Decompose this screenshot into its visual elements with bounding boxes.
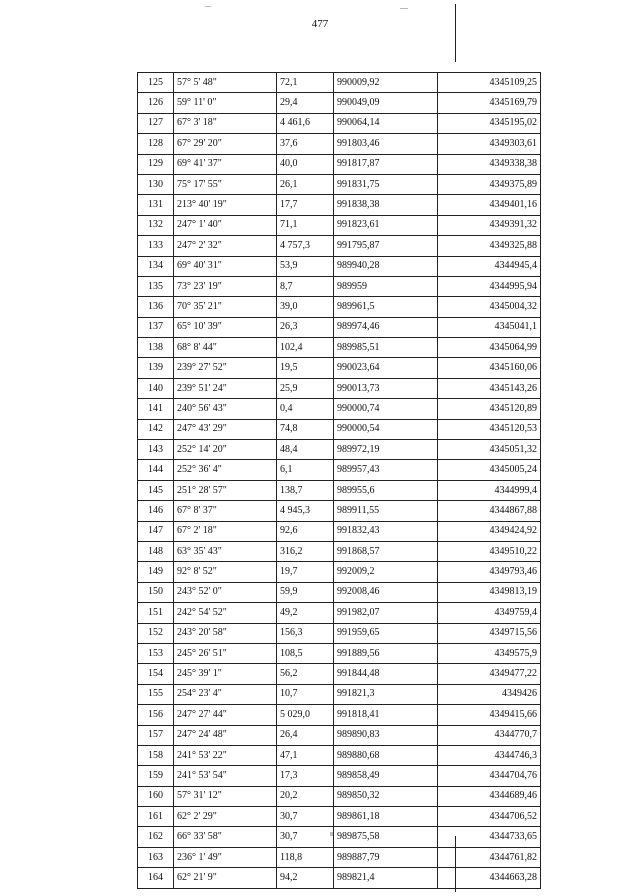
distance-cell: 10,7: [277, 684, 334, 704]
x-coordinate-cell: 991831,75: [334, 174, 438, 194]
y-coordinate-cell: 4349510,22: [438, 541, 541, 561]
distance-cell: 30,7: [277, 827, 334, 847]
y-coordinate-cell: 4345064,99: [438, 338, 541, 358]
table-row: [138, 113, 541, 133]
point-number-cell: 147: [138, 521, 174, 541]
distance-cell: 26,1: [277, 174, 334, 194]
point-number-cell: 155: [138, 684, 174, 704]
scan-speck: [205, 6, 211, 7]
table-row: [138, 745, 541, 765]
bearing-cell: 66° 33' 58": [174, 827, 277, 847]
distance-cell: 40,0: [277, 154, 334, 174]
distance-cell: 6,1: [277, 460, 334, 480]
table-row: [138, 807, 541, 827]
distance-cell: 48,4: [277, 440, 334, 460]
bearing-cell: 213° 40' 19": [174, 195, 277, 215]
distance-cell: 17,7: [277, 195, 334, 215]
x-coordinate-cell: 990009,92: [334, 73, 438, 93]
y-coordinate-cell: 4345120,53: [438, 419, 541, 439]
y-coordinate-cell: 4349338,38: [438, 154, 541, 174]
x-coordinate-cell: 989880,68: [334, 745, 438, 765]
x-coordinate-cell: 990023,64: [334, 358, 438, 378]
table-row: [138, 174, 541, 194]
x-coordinate-cell: 991982,07: [334, 603, 438, 623]
y-coordinate-cell: 4344770,7: [438, 725, 541, 745]
distance-cell: 25,9: [277, 378, 334, 398]
y-coordinate-cell: 4344689,46: [438, 786, 541, 806]
distance-cell: 71,1: [277, 215, 334, 235]
y-coordinate-cell: 4349715,56: [438, 623, 541, 643]
y-coordinate-cell: 4349415,66: [438, 705, 541, 725]
y-coordinate-cell: 4349477,22: [438, 664, 541, 684]
bearing-cell: 67° 2' 18": [174, 521, 277, 541]
table-row: [138, 154, 541, 174]
bearing-cell: 70° 35' 21": [174, 297, 277, 317]
table-row: [138, 603, 541, 623]
bearing-cell: 75° 17' 55": [174, 174, 277, 194]
distance-cell: 39,0: [277, 297, 334, 317]
point-number-cell: 127: [138, 113, 174, 133]
distance-cell: 4 945,3: [277, 501, 334, 521]
x-coordinate-cell: 990064,14: [334, 113, 438, 133]
bearing-cell: 245° 26' 51": [174, 643, 277, 663]
table-row: [138, 501, 541, 521]
x-coordinate-cell: 989974,46: [334, 317, 438, 337]
point-number-cell: 146: [138, 501, 174, 521]
distance-cell: 53,9: [277, 256, 334, 276]
bearing-cell: 57° 5' 48": [174, 73, 277, 93]
y-coordinate-cell: 4345195,02: [438, 113, 541, 133]
point-number-cell: 144: [138, 460, 174, 480]
table-row: [138, 236, 541, 256]
y-coordinate-cell: 4345160,06: [438, 358, 541, 378]
point-number-cell: 128: [138, 134, 174, 154]
x-coordinate-cell: 990000,54: [334, 419, 438, 439]
point-number-cell: 157: [138, 725, 174, 745]
bearing-cell: 243° 52' 0": [174, 582, 277, 602]
point-number-cell: 149: [138, 562, 174, 582]
table-row: [138, 868, 541, 888]
point-number-cell: 153: [138, 643, 174, 663]
y-coordinate-cell: 4345120,89: [438, 399, 541, 419]
y-coordinate-cell: 4349793,46: [438, 562, 541, 582]
y-coordinate-cell: 4349401,16: [438, 195, 541, 215]
bearing-cell: 67° 8' 37": [174, 501, 277, 521]
y-coordinate-cell: 4349424,92: [438, 521, 541, 541]
bearing-cell: 69° 40' 31": [174, 256, 277, 276]
y-coordinate-cell: 4349813,19: [438, 582, 541, 602]
point-number-cell: 143: [138, 440, 174, 460]
table-row: [138, 582, 541, 602]
table-row: [138, 134, 541, 154]
x-coordinate-cell: 989961,5: [334, 297, 438, 317]
x-coordinate-cell: 991818,41: [334, 705, 438, 725]
point-number-cell: 135: [138, 276, 174, 296]
coordinates-table: [137, 72, 541, 889]
x-coordinate-cell: 989887,79: [334, 847, 438, 867]
x-coordinate-cell: 990000,74: [334, 399, 438, 419]
table-row: [138, 827, 541, 847]
bearing-cell: 92° 8' 52": [174, 562, 277, 582]
table-row: [138, 317, 541, 337]
bearing-cell: 247° 1' 40": [174, 215, 277, 235]
distance-cell: 5 029,0: [277, 705, 334, 725]
bearing-cell: 247° 24' 48": [174, 725, 277, 745]
distance-cell: 94,2: [277, 868, 334, 888]
point-number-cell: 131: [138, 195, 174, 215]
x-coordinate-cell: 991803,46: [334, 134, 438, 154]
x-coordinate-cell: 991823,61: [334, 215, 438, 235]
point-number-cell: 156: [138, 705, 174, 725]
y-coordinate-cell: 4345051,32: [438, 440, 541, 460]
y-coordinate-cell: 4345109,25: [438, 73, 541, 93]
distance-cell: 17,3: [277, 766, 334, 786]
scan-speck: [400, 8, 408, 9]
point-number-cell: 125: [138, 73, 174, 93]
y-coordinate-cell: 4344761,82: [438, 847, 541, 867]
table-row: [138, 705, 541, 725]
bearing-cell: 73° 23' 19": [174, 276, 277, 296]
table-row: [138, 766, 541, 786]
x-coordinate-cell: 989957,43: [334, 460, 438, 480]
bearing-cell: 59° 11' 0": [174, 93, 277, 113]
bearing-cell: 63° 35' 43": [174, 541, 277, 561]
distance-cell: 72,1: [277, 73, 334, 93]
bearing-cell: 68° 8' 44": [174, 338, 277, 358]
x-coordinate-cell: 991868,57: [334, 541, 438, 561]
table-row: [138, 725, 541, 745]
x-coordinate-cell: 989858,49: [334, 766, 438, 786]
x-coordinate-cell: 991821,3: [334, 684, 438, 704]
table-row: [138, 562, 541, 582]
point-number-cell: 133: [138, 236, 174, 256]
table-row: [138, 419, 541, 439]
point-number-cell: 141: [138, 399, 174, 419]
point-number-cell: 159: [138, 766, 174, 786]
distance-cell: 92,6: [277, 521, 334, 541]
bearing-cell: 242° 54' 52": [174, 603, 277, 623]
distance-cell: 8,7: [277, 276, 334, 296]
y-coordinate-cell: 4349759,4: [438, 603, 541, 623]
table-row: [138, 378, 541, 398]
table-row: [138, 276, 541, 296]
distance-cell: 74,8: [277, 419, 334, 439]
point-number-cell: 134: [138, 256, 174, 276]
x-coordinate-cell: 989890,83: [334, 725, 438, 745]
point-number-cell: 142: [138, 419, 174, 439]
y-coordinate-cell: 4344663,28: [438, 868, 541, 888]
point-number-cell: 163: [138, 847, 174, 867]
table-row: [138, 623, 541, 643]
distance-cell: 118,8: [277, 847, 334, 867]
table-row: [138, 338, 541, 358]
distance-cell: 0,4: [277, 399, 334, 419]
point-number-cell: 145: [138, 480, 174, 500]
point-number-cell: 161: [138, 807, 174, 827]
table-row: [138, 93, 541, 113]
point-number-cell: 129: [138, 154, 174, 174]
y-coordinate-cell: 4345169,79: [438, 93, 541, 113]
distance-cell: 19,7: [277, 562, 334, 582]
point-number-cell: 164: [138, 868, 174, 888]
y-coordinate-cell: 4349426: [438, 684, 541, 704]
x-coordinate-cell: 989972,19: [334, 440, 438, 460]
bearing-cell: 62° 21' 9": [174, 868, 277, 888]
bearing-cell: 241° 53' 22": [174, 745, 277, 765]
bearing-cell: 57° 31' 12": [174, 786, 277, 806]
point-number-cell: 158: [138, 745, 174, 765]
page-number: 477: [311, 18, 329, 30]
distance-cell: 156,3: [277, 623, 334, 643]
table-row: [138, 399, 541, 419]
x-coordinate-cell: 991959,65: [334, 623, 438, 643]
table-row: [138, 847, 541, 867]
y-coordinate-cell: 4344999,4: [438, 480, 541, 500]
point-number-cell: 138: [138, 338, 174, 358]
y-coordinate-cell: 4349325,88: [438, 236, 541, 256]
distance-cell: 26,4: [277, 725, 334, 745]
y-coordinate-cell: 4345005,24: [438, 460, 541, 480]
point-number-cell: 136: [138, 297, 174, 317]
x-coordinate-cell: 989985,51: [334, 338, 438, 358]
bearing-cell: 69° 41' 37": [174, 154, 277, 174]
point-number-cell: 126: [138, 93, 174, 113]
point-number-cell: 160: [138, 786, 174, 806]
bearing-cell: 239° 51' 24": [174, 378, 277, 398]
x-coordinate-cell: 989850,32: [334, 786, 438, 806]
bearing-cell: 251° 28' 57": [174, 480, 277, 500]
point-number-cell: 151: [138, 603, 174, 623]
x-coordinate-cell: 989875,58: [334, 827, 438, 847]
distance-cell: 4 757,3: [277, 236, 334, 256]
point-number-cell: 148: [138, 541, 174, 561]
bearing-cell: 254° 23' 4": [174, 684, 277, 704]
bearing-cell: 252° 14' 20": [174, 440, 277, 460]
distance-cell: 59,9: [277, 582, 334, 602]
point-number-cell: 130: [138, 174, 174, 194]
x-coordinate-cell: 989861,18: [334, 807, 438, 827]
table-row: [138, 440, 541, 460]
distance-cell: 108,5: [277, 643, 334, 663]
table-row: [138, 297, 541, 317]
y-coordinate-cell: 4344746,3: [438, 745, 541, 765]
table-row: [138, 358, 541, 378]
distance-cell: 37,6: [277, 134, 334, 154]
y-coordinate-cell: 4344945,4: [438, 256, 541, 276]
y-coordinate-cell: 4345041,1: [438, 317, 541, 337]
y-coordinate-cell: 4349375,89: [438, 174, 541, 194]
bearing-cell: 247° 27' 44": [174, 705, 277, 725]
distance-cell: 56,2: [277, 664, 334, 684]
point-number-cell: 152: [138, 623, 174, 643]
distance-cell: 49,2: [277, 603, 334, 623]
bearing-cell: 65° 10' 39": [174, 317, 277, 337]
x-coordinate-cell: 989959: [334, 276, 438, 296]
table-row: [138, 521, 541, 541]
bearing-cell: 236° 1' 49": [174, 847, 277, 867]
distance-cell: 29,4: [277, 93, 334, 113]
point-number-cell: 150: [138, 582, 174, 602]
table-row: [138, 195, 541, 215]
table-row: [138, 73, 541, 93]
x-coordinate-cell: 991795,87: [334, 236, 438, 256]
table-row: [138, 541, 541, 561]
y-coordinate-cell: 4344867,88: [438, 501, 541, 521]
x-coordinate-cell: 991832,43: [334, 521, 438, 541]
y-coordinate-cell: 4344704,76: [438, 766, 541, 786]
bearing-cell: 247° 2' 32": [174, 236, 277, 256]
point-number-cell: 140: [138, 378, 174, 398]
y-coordinate-cell: 4345004,32: [438, 297, 541, 317]
bearing-cell: 252° 36' 4": [174, 460, 277, 480]
point-number-cell: 132: [138, 215, 174, 235]
x-coordinate-cell: 992008,46: [334, 582, 438, 602]
table-row: [138, 684, 541, 704]
point-number-cell: 137: [138, 317, 174, 337]
bearing-cell: 247° 43' 29": [174, 419, 277, 439]
bearing-cell: 67° 29' 20": [174, 134, 277, 154]
x-coordinate-cell: 992009,2: [334, 562, 438, 582]
distance-cell: 26,3: [277, 317, 334, 337]
table-row: [138, 664, 541, 684]
x-coordinate-cell: 991844,48: [334, 664, 438, 684]
distance-cell: 47,1: [277, 745, 334, 765]
bearing-cell: 245° 39' 1": [174, 664, 277, 684]
distance-cell: 102,4: [277, 338, 334, 358]
x-coordinate-cell: 990049,09: [334, 93, 438, 113]
x-coordinate-cell: 990013,73: [334, 378, 438, 398]
x-coordinate-cell: 991889,56: [334, 643, 438, 663]
table-row: [138, 215, 541, 235]
x-coordinate-cell: 989955,6: [334, 480, 438, 500]
y-coordinate-cell: 4345143,26: [438, 378, 541, 398]
bearing-cell: 240° 56' 43": [174, 399, 277, 419]
distance-cell: 138,7: [277, 480, 334, 500]
x-coordinate-cell: 989940,28: [334, 256, 438, 276]
point-number-cell: 162: [138, 827, 174, 847]
point-number-cell: 139: [138, 358, 174, 378]
y-coordinate-cell: 4349391,32: [438, 215, 541, 235]
bearing-cell: 243° 20' 58": [174, 623, 277, 643]
table-row: [138, 786, 541, 806]
table-row: [138, 256, 541, 276]
distance-cell: 20,2: [277, 786, 334, 806]
distance-cell: 30,7: [277, 807, 334, 827]
y-coordinate-cell: 4344995,94: [438, 276, 541, 296]
table-row: [138, 460, 541, 480]
x-coordinate-cell: 989911,55: [334, 501, 438, 521]
distance-cell: 4 461,6: [277, 113, 334, 133]
x-coordinate-cell: 991838,38: [334, 195, 438, 215]
y-coordinate-cell: 4349575,9: [438, 643, 541, 663]
y-coordinate-cell: 4349303,61: [438, 134, 541, 154]
y-coordinate-cell: 4344706,52: [438, 807, 541, 827]
bearing-cell: 241° 53' 54": [174, 766, 277, 786]
x-coordinate-cell: 991817,87: [334, 154, 438, 174]
margin-line-top: [455, 4, 456, 62]
bearing-cell: 67° 3' 18": [174, 113, 277, 133]
point-number-cell: 154: [138, 664, 174, 684]
table-row: [138, 480, 541, 500]
x-coordinate-cell: 989821,4: [334, 868, 438, 888]
distance-cell: 316,2: [277, 541, 334, 561]
table-row: [138, 643, 541, 663]
bearing-cell: 239° 27' 52": [174, 358, 277, 378]
y-coordinate-cell: 4344733,65: [438, 827, 541, 847]
bearing-cell: 62° 2' 29": [174, 807, 277, 827]
distance-cell: 19,5: [277, 358, 334, 378]
